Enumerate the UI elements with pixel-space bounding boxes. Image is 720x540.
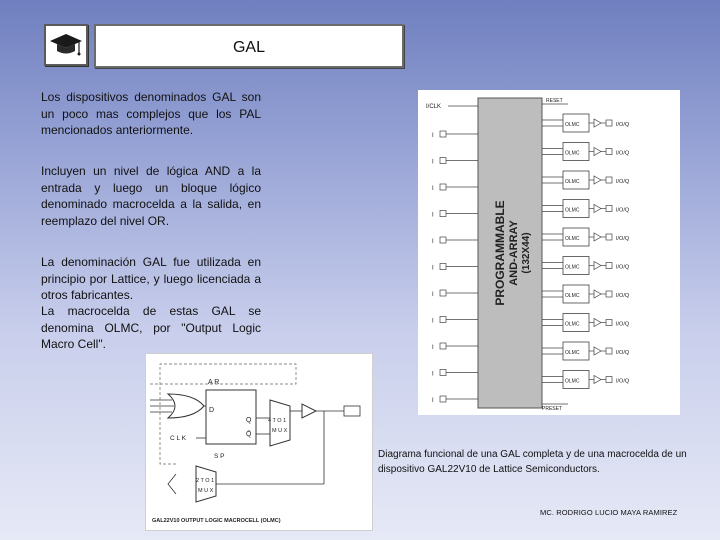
paragraph-lattice: La denominación GAL fue utilizada en principio por Lattice, y luego licenciada a otros fabricantes. xyxy=(41,255,261,302)
input-label: I xyxy=(432,133,434,139)
output-buffer xyxy=(594,319,601,327)
output-label: I/O/Q xyxy=(616,122,630,128)
graduation-cap-icon xyxy=(46,26,86,64)
output-buffer xyxy=(594,262,601,270)
gal-functional-diagram xyxy=(418,90,680,415)
output-pin xyxy=(606,320,612,326)
olmc-label: OLMC xyxy=(565,236,580,242)
output-pin xyxy=(606,206,612,212)
output-pin xyxy=(606,177,612,183)
mux4-label-1: 4 T O 1 xyxy=(268,418,287,424)
input-label: I xyxy=(432,398,434,404)
input-pin xyxy=(440,264,446,270)
olmc-label: OLMC xyxy=(565,264,580,271)
paragraph-intro: Los dispositivos denominados GAL son un poco mas complejos que los PAL mencionados anteriormente. xyxy=(41,90,261,137)
olmc-label: OLMC xyxy=(565,293,580,299)
olmc-label: OLMC xyxy=(565,378,580,385)
qbar-label: Q̄ xyxy=(246,431,252,438)
array-label-2: AND-ARRAY xyxy=(508,220,520,286)
input-pin xyxy=(440,317,446,323)
q-label: Q xyxy=(246,417,252,424)
input-label: I xyxy=(432,265,434,272)
input-pin xyxy=(440,211,446,217)
olmc-clk-label: C L K xyxy=(170,435,187,442)
paragraph-olmc: La macrocelda de estas GAL se denomina OLMC, por "Output Logic Macro Cell". xyxy=(41,304,261,351)
output-buffer xyxy=(302,404,316,418)
input-label: I xyxy=(432,159,434,166)
output-label: I/O/Q xyxy=(616,293,630,299)
output-label: I/O/Q xyxy=(616,207,630,214)
input-pin xyxy=(440,396,446,402)
preset-label: PRESET xyxy=(542,406,563,412)
ar-label: A R xyxy=(208,379,220,386)
array-label-3: (132X44) xyxy=(521,232,532,274)
olmc-label: OLMC xyxy=(565,321,580,328)
reset-label: RESET xyxy=(546,98,563,104)
input-label: I xyxy=(432,186,434,192)
olmc-label: OLMC xyxy=(565,350,580,356)
olmc-label: OLMC xyxy=(565,179,580,185)
author-credit: MC. RODRIGO LUCIO MAYA RAMIREZ xyxy=(540,508,678,517)
title-frame xyxy=(94,24,404,68)
input-pin xyxy=(440,370,446,376)
output-label: I/O/Q xyxy=(616,378,630,385)
olmc-label: OLMC xyxy=(565,122,580,128)
input-label: I xyxy=(432,239,434,245)
output-buffer xyxy=(594,233,601,241)
input-label: I xyxy=(432,318,434,325)
output-buffer xyxy=(594,119,601,127)
output-pin xyxy=(606,263,612,269)
output-pin xyxy=(606,377,612,383)
output-label: I/O/Q xyxy=(616,150,630,157)
olmc-diagram xyxy=(145,353,373,531)
olmc-label: OLMC xyxy=(565,207,580,214)
clk-label: I/CLK xyxy=(426,104,442,110)
output-buffer xyxy=(594,205,601,213)
mux2-label-2: M U X xyxy=(198,488,214,494)
input-pin xyxy=(440,158,446,164)
paragraph-and-level: Incluyen un nivel de lógica AND a la entrada y luego un bloque lógico denominado macrocelda a la salida, en reemplazo del nivel OR. xyxy=(41,164,261,228)
mux-2-to-1 xyxy=(196,466,216,502)
olmc-caption: GAL22V10 OUTPUT LOGIC MACROCELL (OLMC) xyxy=(152,518,281,524)
output-pin xyxy=(606,120,612,126)
output-pin xyxy=(606,149,612,155)
input-pin xyxy=(440,184,446,190)
input-pin xyxy=(440,131,446,137)
output-pin xyxy=(606,234,612,240)
input-label: I xyxy=(432,212,434,219)
output-pin xyxy=(606,348,612,354)
input-pin xyxy=(440,343,446,349)
mux4-label-2: M U X xyxy=(272,428,288,434)
output-buffer xyxy=(594,347,601,355)
output-pin xyxy=(344,406,360,416)
figure-caption: Diagrama funcional de una GAL completa y de una macrocelda de un dispositivo GAL22V10 de Lattice Semiconductors. xyxy=(378,449,687,475)
input-label: I xyxy=(432,292,434,298)
output-buffer xyxy=(594,376,601,384)
olmc-label: OLMC xyxy=(565,150,580,157)
output-buffer xyxy=(594,290,601,298)
array-label-1: PROGRAMMABLE xyxy=(493,200,507,306)
output-label: I/O/Q xyxy=(616,236,630,242)
output-pin xyxy=(606,291,612,297)
output-label: I/O/Q xyxy=(616,179,630,185)
input-pin xyxy=(440,237,446,243)
mux2-label-1: 2 T O 1 xyxy=(196,478,215,484)
output-buffer xyxy=(594,148,601,156)
input-label: I xyxy=(432,345,434,351)
input-pin xyxy=(440,290,446,296)
logo-frame xyxy=(44,24,88,66)
output-label: I/O/Q xyxy=(616,350,630,356)
output-label: I/O/Q xyxy=(616,321,630,328)
output-buffer xyxy=(594,176,601,184)
input-label: I xyxy=(432,371,434,378)
output-label: I/O/Q xyxy=(616,264,630,271)
slide-title: GAL xyxy=(232,39,265,56)
d-label: D xyxy=(209,407,215,414)
sp-label: S P xyxy=(214,453,225,460)
